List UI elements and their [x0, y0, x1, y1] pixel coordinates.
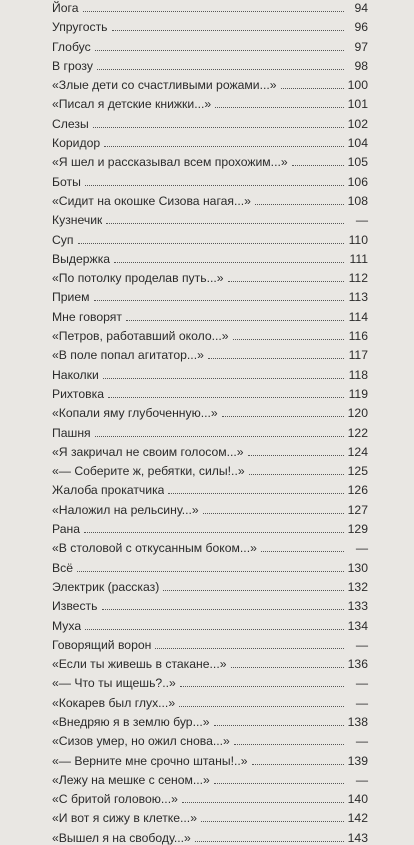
toc-entry-title: Прием [52, 290, 90, 305]
toc-entry-title: «— Верните мне срочно штаны!..» [52, 753, 248, 768]
toc-entry-page-number: — [355, 772, 368, 787]
toc-entry-page-number: 136 [347, 657, 368, 672]
dot-leader [106, 223, 344, 224]
toc-entry [52, 73, 368, 92]
toc-entry-title: Кузнечик [52, 213, 103, 228]
toc-entry-title: «Я закричал не своим голосом...» [52, 444, 244, 459]
toc-entry [52, 440, 368, 459]
toc-entry-title: Электрик (рассказ) [52, 579, 160, 594]
toc-entry [52, 478, 368, 497]
toc-entry-title: Рихтовка [52, 386, 104, 401]
toc-entry [52, 324, 368, 343]
toc-entry [52, 652, 368, 671]
toc-entry-page-number: 120 [347, 406, 368, 421]
toc-entry [52, 208, 368, 227]
dot-leader [261, 551, 344, 552]
toc-entry [52, 806, 368, 825]
dot-leader [103, 378, 344, 379]
dot-leader [281, 88, 344, 89]
toc-entry-title: «Сидит на окошке Сизова нагая...» [52, 193, 251, 208]
toc-entry-page-number: — [355, 734, 368, 749]
toc-entry-page-number: — [355, 541, 368, 556]
toc-entry [52, 613, 368, 632]
toc-entry-title: «В поле попал агитатор...» [52, 348, 204, 363]
toc-entry-page-number: 126 [347, 483, 368, 498]
toc-entry-page-number: — [355, 695, 368, 710]
dot-leader [84, 532, 344, 533]
toc-entry-title: Пашня [52, 425, 91, 440]
toc-entry [52, 131, 368, 150]
toc-entry [52, 362, 368, 381]
dot-leader [95, 50, 344, 51]
dot-leader [163, 590, 343, 591]
dot-leader [126, 320, 344, 321]
toc-entry-page-number: 132 [347, 579, 368, 594]
toc-entry [52, 382, 368, 401]
toc-entry [52, 343, 368, 362]
toc-entry-title: «Писал я детские книжки...» [52, 97, 212, 112]
toc-entry-page-number: — [355, 637, 368, 652]
toc-entry-page-number: 134 [347, 618, 368, 633]
toc-entry-title: Коридор [52, 136, 101, 151]
dot-leader [208, 358, 344, 359]
toc-entry-title: «— Что ты ищешь?..» [52, 676, 176, 691]
dot-leader [179, 706, 344, 707]
toc-entry-title: «Злые дети со счастливыми рожами...» [52, 78, 277, 93]
dot-leader [231, 667, 344, 668]
toc-entry [52, 34, 368, 53]
dot-leader [201, 821, 344, 822]
dot-leader [104, 146, 344, 147]
toc-entry-title: «В столовой с откусанным боком...» [52, 541, 257, 556]
toc-entry [52, 15, 368, 34]
toc-entry-title: «Кокарев был глух...» [52, 695, 176, 710]
dot-leader [95, 436, 344, 437]
toc-entry-title: «И вот я сижу в клетке...» [52, 811, 197, 826]
toc-entry-title: «По потолку проделав путь...» [52, 271, 224, 286]
toc-entry [52, 150, 368, 169]
toc-entry-page-number: 112 [348, 271, 368, 286]
toc-entry-title: Наколки [52, 367, 99, 382]
toc-entry [52, 304, 368, 323]
toc-entry [52, 671, 368, 690]
dot-leader [168, 493, 343, 494]
dot-leader [114, 262, 344, 263]
toc-entry-title: Всё [52, 560, 74, 575]
dot-leader [248, 455, 344, 456]
dot-leader [108, 397, 344, 398]
dot-leader [102, 609, 344, 610]
toc-entry-page-number: 105 [347, 155, 368, 170]
toc-entry-page-number: 104 [347, 136, 368, 151]
toc-entry-page-number: 124 [347, 444, 368, 459]
toc-entry-page-number: 111 [349, 251, 368, 266]
toc-entry [52, 497, 368, 516]
toc-entry-title: «Лежу на мешке с сеном...» [52, 772, 210, 787]
toc-entry-title: В грозу [52, 58, 93, 73]
toc-entry-page-number: 113 [348, 290, 368, 305]
toc-entry-title: Жалоба прокатчика [52, 483, 165, 498]
toc-entry-title: «Сизов умер, но ожил снова...» [52, 734, 230, 749]
dot-leader [292, 165, 344, 166]
toc-entry [52, 169, 368, 188]
dot-leader [234, 744, 344, 745]
toc-entry-title: «Копали яму глубоченную...» [52, 406, 218, 421]
dot-leader [252, 764, 344, 765]
dot-leader [85, 629, 344, 630]
toc-entry [52, 555, 368, 574]
dot-leader [94, 300, 344, 301]
dot-leader [222, 416, 344, 417]
toc-entry-page-number: 102 [347, 116, 368, 131]
dot-leader [233, 339, 344, 340]
toc-entry [52, 92, 368, 111]
toc-entry-page-number: 106 [347, 174, 368, 189]
toc-entry [52, 633, 368, 652]
toc-entry-page-number: 116 [348, 329, 368, 344]
toc-entry-page-number: 140 [347, 792, 368, 807]
toc-entry-title: Выдержка [52, 251, 111, 266]
toc-entry-page-number: 110 [348, 232, 368, 247]
toc-entry [52, 710, 368, 729]
toc-entry [52, 729, 368, 748]
dot-leader [155, 648, 344, 649]
toc-entry [52, 825, 368, 844]
toc-entry [52, 594, 368, 613]
dot-leader [77, 571, 344, 572]
dot-leader [249, 474, 344, 475]
toc-entry-page-number: 127 [347, 502, 368, 517]
toc-entry-page-number: 122 [347, 425, 368, 440]
toc-entry-page-number: 100 [347, 78, 368, 93]
dot-leader [85, 185, 344, 186]
toc-entry-title: «Наложил на рельсину...» [52, 502, 199, 517]
toc-entry [52, 536, 368, 555]
toc-entry-page-number: — [355, 676, 368, 691]
dot-leader [215, 107, 344, 108]
toc-entry [52, 0, 368, 15]
toc-entry-title: «— Соберите ж, ребятки, силы!..» [52, 464, 245, 479]
toc-entry-title: Известь [52, 599, 98, 614]
toc-entry-title: Рана [52, 522, 81, 537]
toc-entry-page-number: 94 [354, 1, 368, 15]
dot-leader [112, 30, 344, 31]
table-of-contents [52, 0, 368, 845]
toc-entry-page-number: 114 [348, 309, 368, 324]
toc-entry [52, 401, 368, 420]
toc-entry-page-number: 97 [354, 39, 368, 54]
toc-entry-page-number: 98 [354, 58, 368, 73]
toc-entry [52, 247, 368, 266]
toc-entry [52, 54, 368, 73]
toc-entry-title: Боты [52, 174, 81, 189]
toc-entry-page-number: 130 [347, 560, 368, 575]
dot-leader [203, 513, 344, 514]
dot-leader [214, 783, 344, 784]
toc-entry-page-number: 108 [347, 193, 368, 208]
dot-leader [180, 686, 344, 687]
toc-entry-page-number: 142 [347, 811, 368, 826]
toc-entry-page-number: — [355, 213, 368, 228]
toc-entry [52, 517, 368, 536]
toc-entry-page-number: 101 [347, 97, 368, 112]
toc-entry-page-number: 118 [348, 367, 368, 382]
toc-entry [52, 459, 368, 478]
toc-entry [52, 768, 368, 787]
toc-entry-title: Упругость [52, 20, 108, 35]
toc-entry [52, 285, 368, 304]
dot-leader [83, 11, 345, 12]
toc-entry [52, 690, 368, 709]
dot-leader [97, 69, 344, 70]
toc-entry-title: Муха [52, 618, 82, 633]
toc-entry-title: «Я шел и рассказывал всем прохожим...» [52, 155, 288, 170]
toc-entry-page-number: 139 [347, 753, 368, 768]
toc-entry [52, 787, 368, 806]
toc-entry-page-number: 119 [348, 386, 368, 401]
dot-leader [228, 281, 344, 282]
dot-leader [255, 204, 344, 205]
toc-entry-page-number: 117 [348, 348, 368, 363]
toc-entry-page-number: 129 [347, 522, 368, 537]
toc-entry [52, 111, 368, 130]
toc-entry-title: «С бритой головою...» [52, 792, 178, 807]
toc-entry-title: «Петров, работавший около...» [52, 329, 229, 344]
dot-leader [195, 841, 344, 842]
toc-entry-page-number: 125 [347, 464, 368, 479]
toc-entry [52, 266, 368, 285]
toc-entry-page-number: 143 [347, 830, 368, 845]
toc-entry-page-number: 96 [354, 20, 368, 35]
toc-entry-title: «Внедряю я в землю бур...» [52, 714, 210, 729]
toc-entry-title: Глобус [52, 39, 91, 54]
toc-entry-title: Говорящий ворон [52, 637, 152, 652]
dot-leader [78, 243, 345, 244]
toc-entry [52, 420, 368, 439]
toc-entry-page-number: 138 [347, 714, 368, 729]
toc-entry-title: Слезы [52, 116, 89, 131]
toc-entry-title: Суп [52, 232, 74, 247]
dot-leader [182, 802, 344, 803]
toc-entry [52, 227, 368, 246]
toc-entry [52, 575, 368, 594]
dot-leader [93, 127, 344, 128]
toc-entry-title: Мне говорят [52, 309, 122, 324]
toc-entry-title: «Вышел я на свободу...» [52, 830, 191, 845]
toc-entry-title: «Если ты живешь в стакане...» [52, 657, 227, 672]
dot-leader [214, 725, 344, 726]
toc-entry [52, 189, 368, 208]
toc-entry-page-number: 133 [347, 599, 368, 614]
toc-entry-title: Йога [52, 1, 79, 15]
